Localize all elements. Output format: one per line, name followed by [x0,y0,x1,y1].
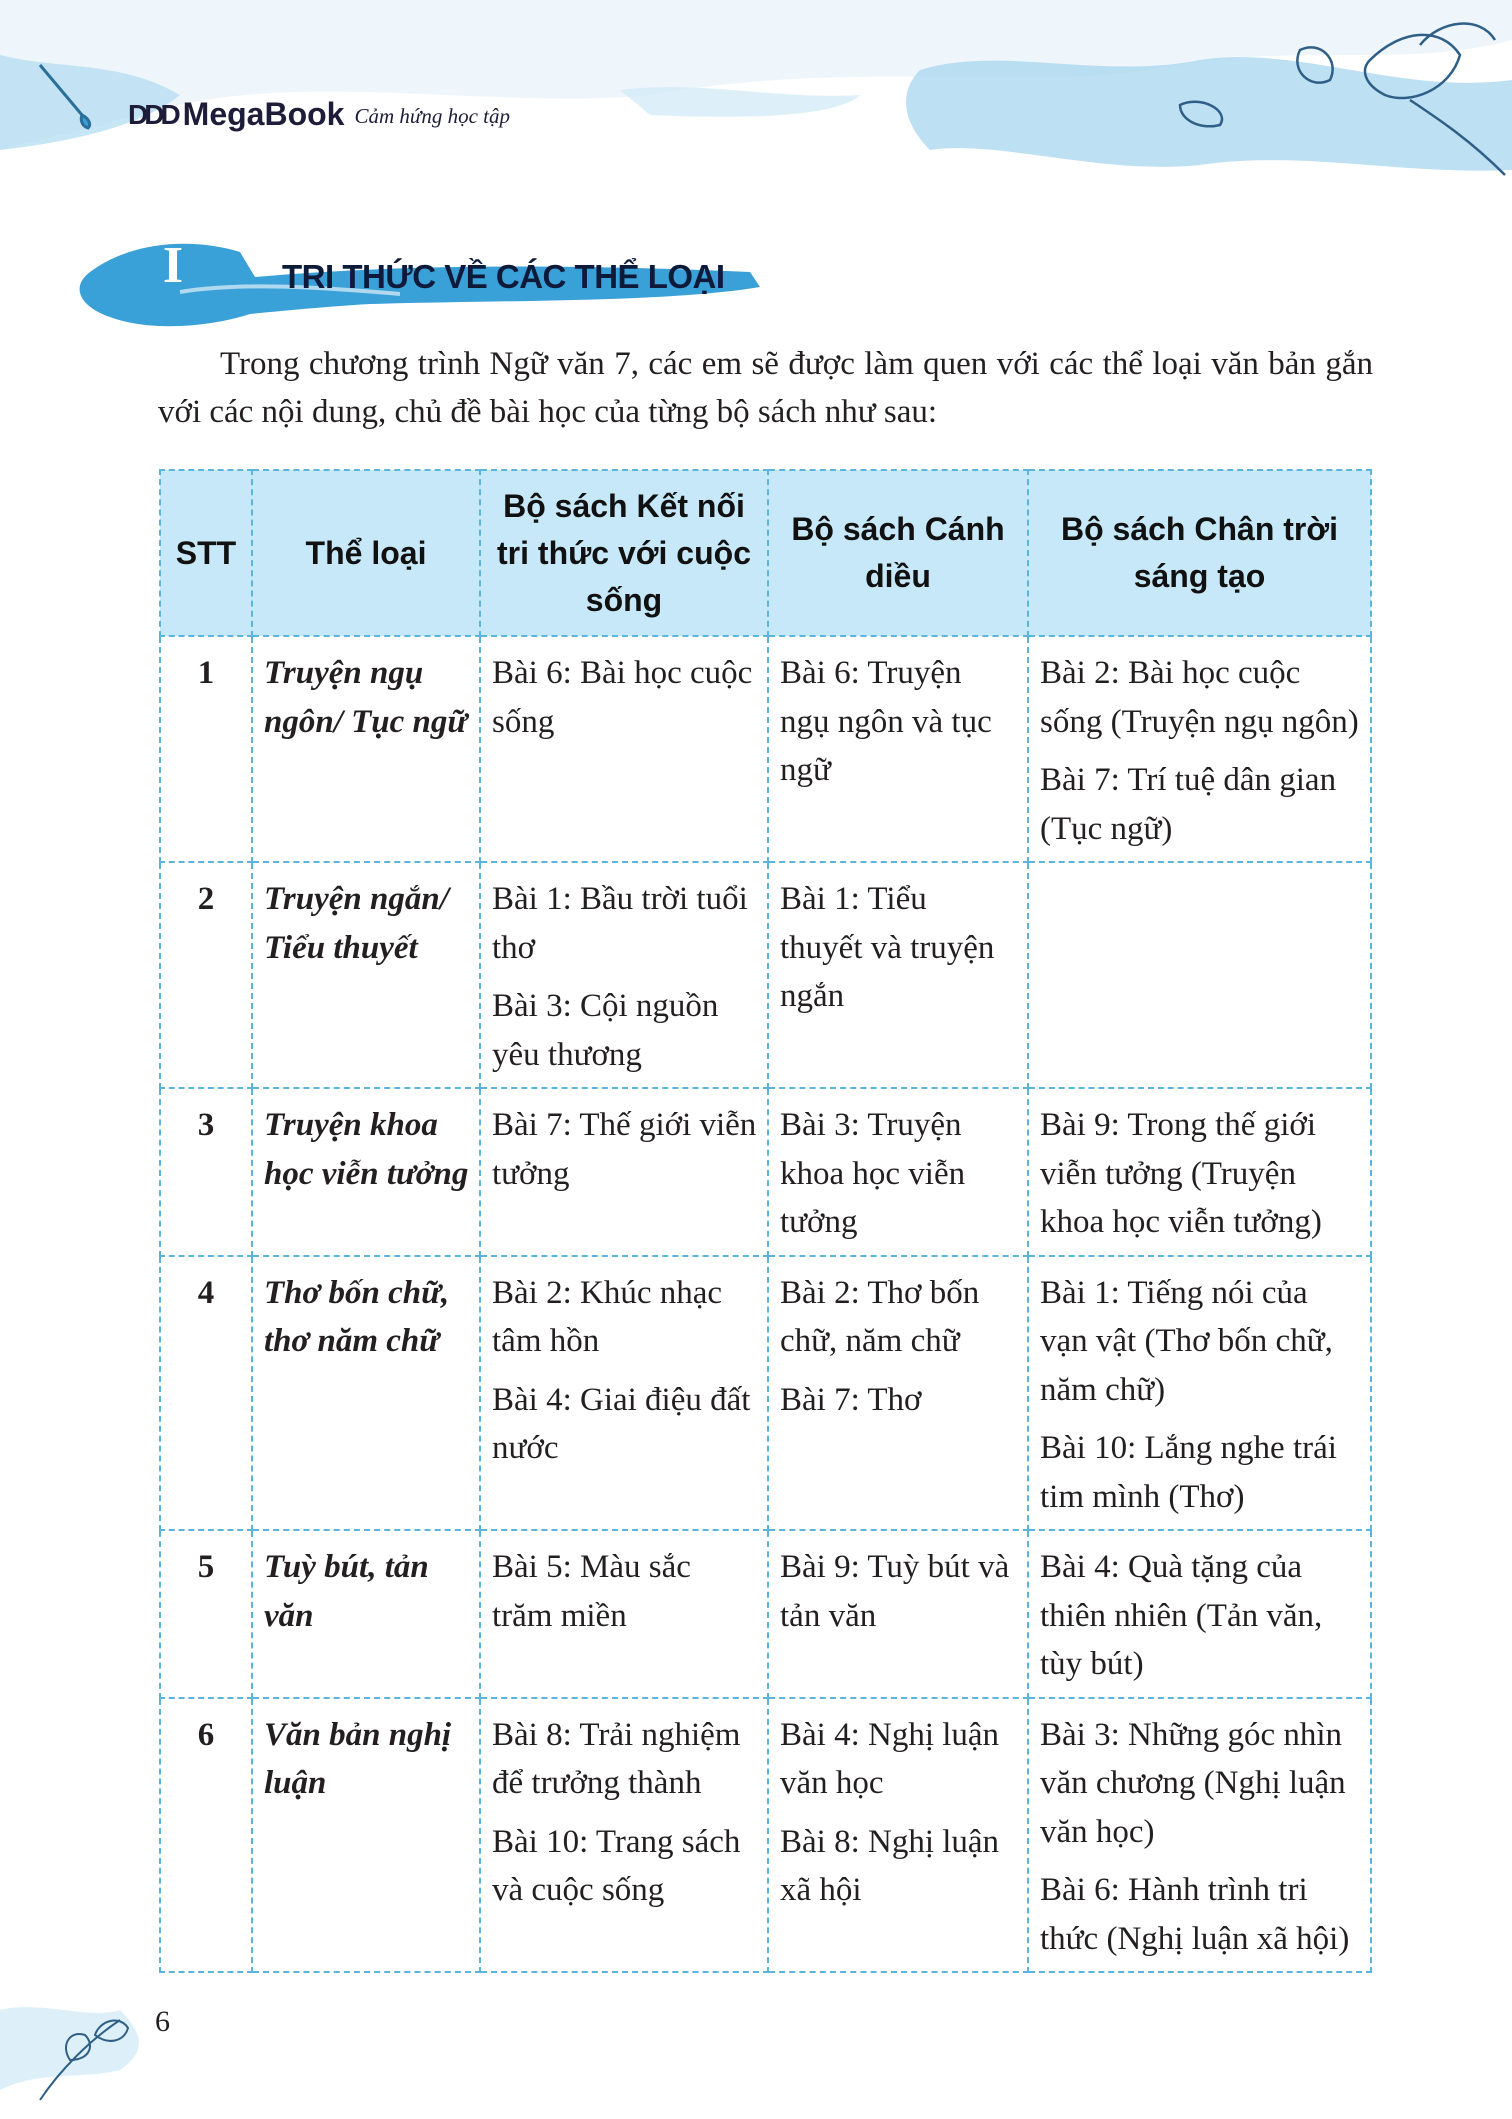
ketnoi-cell [480,862,768,1088]
lesson-entry: Bài 3: Truyện khoa học viễn tưởng [780,1107,966,1240]
stt-cell: 6 [160,1698,252,1973]
lesson-entry: Bài 1: Tiểu thuyết và truyện ngắn [780,881,995,1014]
intro-paragraph: Trong chương trình Ngữ văn 7, các em sẽ được làm quen với các thể loại văn bản gắn với các nội dung, chủ đề bài học của từng bộ sách như sau: [158,346,1373,430]
brand-name: MegaBook [182,96,345,132]
lesson-entry: Bài 4: Nghị luận văn học [780,1716,1000,1801]
canhdieu-cell [768,1530,1028,1698]
stt-cell: 1 [160,636,252,862]
ketnoi-cell [480,1530,768,1698]
table-row [160,1698,1371,1973]
canhdieu-cell [768,1088,1028,1256]
table-row [160,1530,1371,1698]
header-genre: Thể loại [252,470,480,636]
table-body [160,636,1371,1972]
chantroi-cell [1028,862,1371,1088]
lesson-entry: Bài 10: Lắng nghe trái tim mình (Thơ) [1040,1430,1337,1515]
lesson-entry: Bài 6: Bài học cuộc sống [492,655,753,740]
lesson-entry: Bài 10: Trang sách và cuộc sống [492,1823,741,1908]
stt-cell: 4 [160,1256,252,1531]
lesson-entry: Bài 7: Thế giới viễn tưởng [492,1107,757,1192]
lesson-entry: Bài 5: Màu sắc trăm miền [492,1549,691,1634]
section-number: I [162,237,184,294]
ketnoi-cell [480,1698,768,1973]
genre-cell: Truyện khoa học viễn tưởng [252,1088,480,1256]
section-title: TRI THỨC VỀ CÁC THỂ LOẠI [282,258,725,295]
table-row [160,636,1371,862]
lesson-entry: Bài 4: Quà tặng của thiên nhiên (Tản văn, tùy bút) [1040,1549,1323,1682]
ketnoi-cell [480,636,768,862]
header-canhdieu: Bộ sách Cánh diều [768,470,1028,636]
page-number: 6 [155,2005,170,2038]
lesson-entry: Bài 8: Trải nghiệm để trưởng thành [492,1716,741,1801]
stt-cell: 2 [160,862,252,1088]
table-row [160,1088,1371,1256]
lesson-entry: Bài 9: Tuỳ bút và tản văn [780,1549,1010,1634]
genre-cell: Thơ bốn chữ, thơ năm chữ [252,1256,480,1531]
lesson-entry: Bài 6: Truyện ngụ ngôn và tục ngữ [780,655,992,788]
lesson-entry: Bài 2: Thơ bốn chữ, năm chữ [780,1274,980,1359]
genre-cell: Truyện ngắn/ Tiểu thuyết [252,862,480,1088]
header-stt: STT [160,470,252,636]
lesson-entry: Bài 1: Tiếng nói của vạn vật (Thơ bốn chữ, năm chữ) [1040,1274,1333,1408]
brand-logo [128,96,510,133]
canhdieu-cell [768,1256,1028,1531]
lesson-entry: Bài 1: Bầu trời tuổi thơ [492,881,748,966]
stt-cell: 5 [160,1530,252,1698]
stt-cell: 3 [160,1088,252,1256]
lesson-entry: Bài 3: Những góc nhìn văn chương (Nghị luận văn học) [1040,1716,1346,1850]
chantroi-cell [1028,1088,1371,1256]
header-watercolor-decoration [0,0,1512,185]
table-header-row [160,470,1371,636]
genre-cell: Truyện ngụ ngôn/ Tục ngữ [252,636,480,862]
table-row [160,862,1371,1088]
header-chantroi: Bộ sách Chân trời sáng tạo [1028,470,1371,636]
logo-mark-icon: DDD [128,98,177,130]
lesson-entry: Bài 9: Trong thế giới viễn tưởng (Truyện khoa học viễn tưởng) [1040,1107,1322,1240]
genre-table [159,469,1372,1973]
canhdieu-cell [768,1698,1028,1973]
brand-tagline: Cảm hứng học tập [354,104,510,128]
lesson-entry: Bài 7: Trí tuệ dân gian (Tục ngữ) [1040,762,1337,847]
genre-cell: Tuỳ bút, tản văn [252,1530,480,1698]
lesson-entry: Bài 8: Nghị luận xã hội [780,1823,1000,1908]
lesson-entry: Bài 7: Thơ [780,1381,922,1418]
chantroi-cell [1028,1256,1371,1531]
page-header [0,0,1512,185]
chantroi-cell [1028,1530,1371,1698]
header-ketnoi: Bộ sách Kết nối tri thức với cuộc sống [480,470,768,636]
canhdieu-cell [768,636,1028,862]
chantroi-cell [1028,1698,1371,1973]
lesson-entry: Bài 2: Khúc nhạc tâm hồn [492,1274,723,1359]
canhdieu-cell [768,862,1028,1088]
lesson-entry: Bài 3: Cội nguồn yêu thương [492,988,719,1073]
ketnoi-cell [480,1088,768,1256]
lesson-entry: Bài 4: Giai điệu đất nước [492,1381,751,1466]
genre-cell: Văn bản nghị luận [252,1698,480,1973]
lesson-entry: Bài 2: Bài học cuộc sống (Truyện ngụ ngôn) [1040,655,1359,740]
chantroi-cell [1028,636,1371,862]
table-row [160,1256,1371,1531]
ketnoi-cell [480,1256,768,1531]
lesson-entry: Bài 6: Hành trình tri thức (Nghị luận xã hội) [1040,1872,1350,1957]
